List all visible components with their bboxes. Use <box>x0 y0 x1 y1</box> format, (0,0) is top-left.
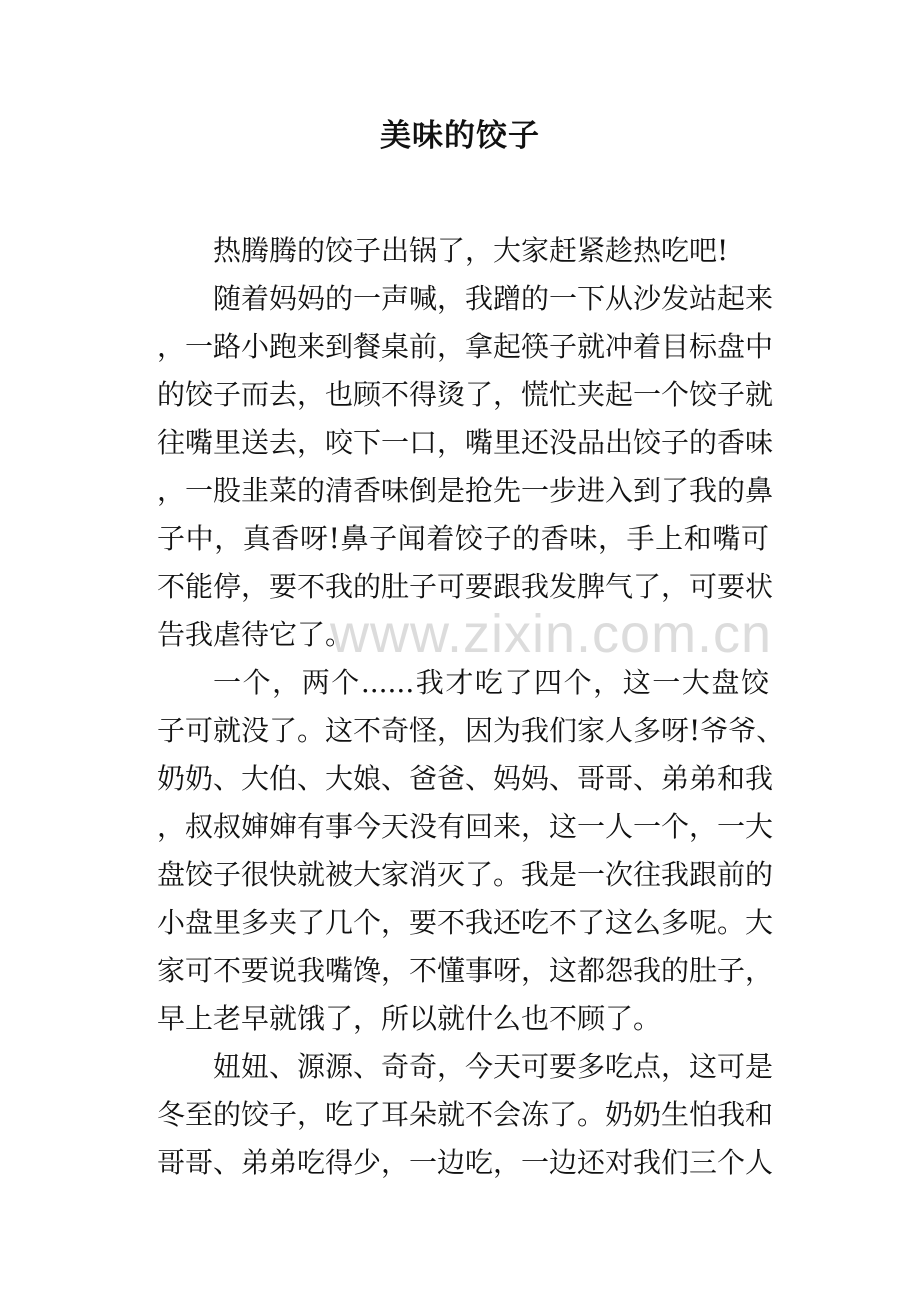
paragraph-line: 的饺子而去，也顾不得烫了，慌忙夹起一个饺子就 <box>157 378 774 411</box>
paragraph-line: 随着妈妈的一声喊，我蹭的一下从沙发站起来 <box>213 282 774 315</box>
paragraph-line: 子中，真香呀!鼻子闻着饺子的香味，手上和嘴可 <box>157 522 769 555</box>
paragraph-line: 子可就没了。这不奇怪，因为我们家人多呀!爷爷、 <box>157 714 785 747</box>
paragraph-line: 往嘴里送去，咬下一口，嘴里还没品出饺子的香味 <box>157 426 774 459</box>
paragraph-line: 热腾腾的饺子出锅了，大家赶紧趁热吃吧! <box>213 234 729 267</box>
paragraph-line: 妞妞、源源、奇奇，今天可要多吃点，这可是 <box>213 1050 774 1083</box>
paragraph-line: 奶奶、大伯、大娘、爸爸、妈妈、哥哥、弟弟和我 <box>157 762 774 795</box>
paragraph-line: 家可不要说我嘴馋，不懂事呀，这都怨我的肚子， <box>157 954 774 987</box>
paragraph-line: ，一路小跑来到餐桌前，拿起筷子就冲着目标盘中 <box>157 330 774 363</box>
paragraph-line: 不能停，要不我的肚子可要跟我发脾气了，可要状 <box>157 570 774 603</box>
paragraph-line: 告我虐待它了。 <box>157 618 354 651</box>
paragraph-line: 哥哥、弟弟吃得少，一边吃，一边还对我们三个人 <box>157 1146 774 1179</box>
paragraph-line: 一个，两个......我才吃了四个，这一大盘饺 <box>213 666 769 699</box>
paragraph-line: 冬至的饺子，吃了耳朵就不会冻了。奶奶生怕我和 <box>157 1098 774 1131</box>
paragraph-line: ，一股韭菜的清香味倒是抢先一步进入到了我的鼻 <box>157 474 774 507</box>
watermark: www.zixin.com.cn <box>330 604 773 664</box>
paragraph-line: 小盘里多夹了几个，要不我还吃不了这么多呢。大 <box>157 906 774 939</box>
document-body <box>157 227 785 1187</box>
document-title: 美味的饺子 <box>380 118 540 154</box>
paragraph-line: ，叔叔婶婶有事今天没有回来，这一人一个，一大 <box>157 810 774 843</box>
paragraph-line: 早上老早就饿了，所以就什么也不顾了。 <box>157 1002 662 1035</box>
paragraph-line: 盘饺子很快就被大家消灭了。我是一次往我跟前的 <box>157 858 774 891</box>
